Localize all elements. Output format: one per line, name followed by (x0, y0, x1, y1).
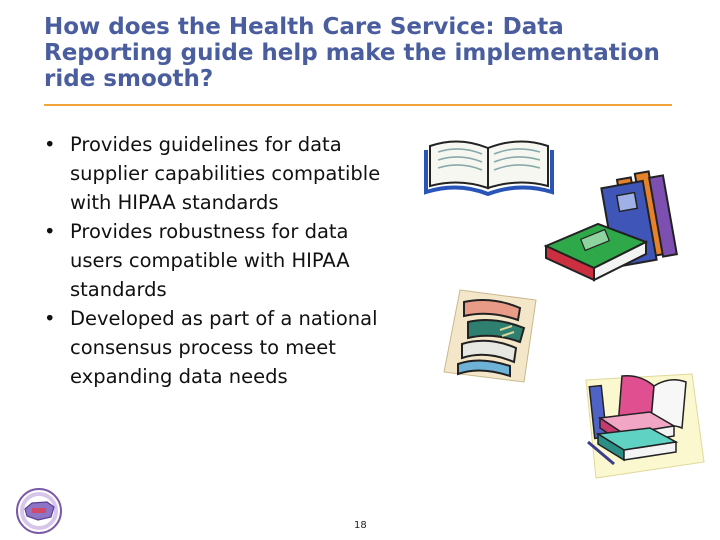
organization-logo-icon (14, 486, 64, 536)
bullet-text: Provides robustness for data users compatible with HIPAA standards (70, 220, 350, 301)
bullet-list (44, 130, 394, 391)
book-stack-icon (538, 160, 690, 288)
bullet-text: Developed as part of a national consensus process to meet expanding data needs (70, 307, 378, 388)
bullet-glyph: • (44, 133, 56, 156)
old-books-icon (440, 286, 544, 386)
bullet-item (44, 304, 394, 391)
slide-title: How does the Health Care Service: Data Reporting guide help make the implementation ride smooth? (44, 14, 660, 92)
bullet-item (44, 130, 394, 217)
open-book-icon (424, 136, 554, 196)
bullet-text: Provides guidelines for data supplier capabilities compatible with HIPAA standards (70, 133, 381, 214)
bullet-glyph: • (44, 307, 56, 330)
page-number: 18 (354, 520, 367, 531)
books-on-paper-icon (584, 372, 706, 480)
bullet-item (44, 217, 394, 304)
bullet-glyph: • (44, 220, 56, 243)
title-divider (44, 104, 672, 106)
